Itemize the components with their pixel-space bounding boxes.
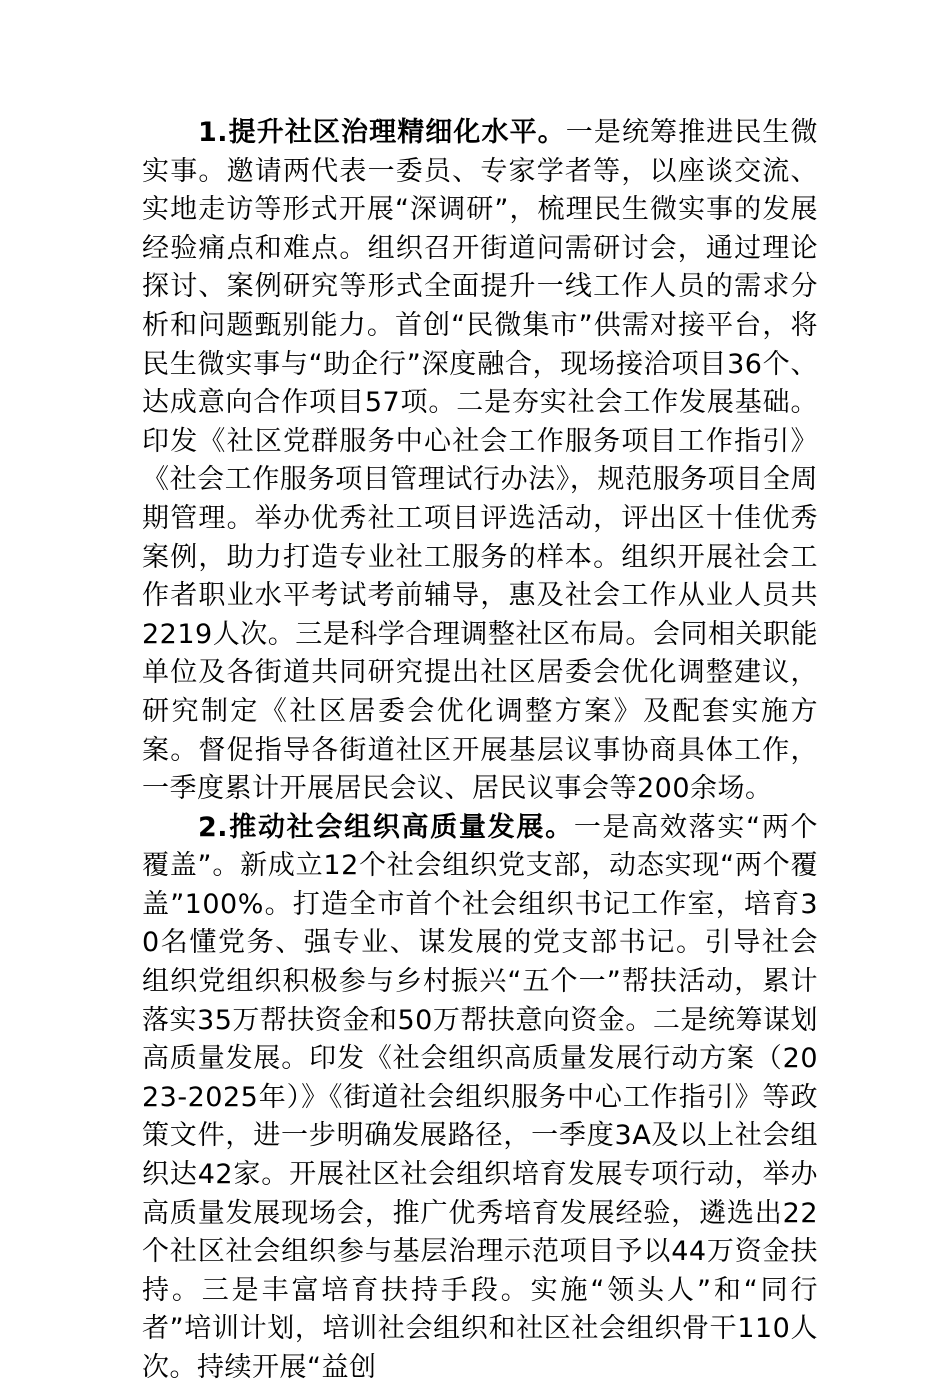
paragraph-social-organizations	[142, 809, 818, 1388]
paragraph-heading: 2.推动社会组织高质量发展。	[198, 811, 574, 843]
paragraph-body: 一是高效落实“两个覆盖”。新成立12个社会组织党支部，动态实现“两个覆盖”100%。打造全市首个社会组织书记工作室，培育30名懂党务、强专业、谋发展的党支部书记。引导社会组织党组织积极参与乡村振兴“五个一”帮扶活动，累计落实35万帮扶资金和50万帮扶意向资金。二是统筹谋划高质量发展。印发《社会组织高质量发展行动方案（2023-2025年）》《街道社会组织服务中心工作指引》等政策文件，进一步明确发展路径，一季度3A及以上社会组织达42家。开展社区社会组织培育发展专项行动，举办高质量发展现场会，推广优秀培育发展经验，遴选出22个社区社会组织参与基层治理示范项目予以44万资金扶持。三是丰富培育扶持手段。实施“领头人”和“同行者”培训计划，培训社会组织和社区社会组织骨干110人次。持续开展“益创	[142, 811, 818, 1383]
document-page	[142, 114, 818, 1388]
paragraph-community-governance	[142, 114, 818, 809]
paragraph-heading: 1.提升社区治理精细化水平。	[198, 117, 566, 148]
paragraph-body: 一是统筹推进民生微实事。邀请两代表一委员、专家学者等，以座谈交流、实地走访等形式开展“深调研”，梳理民生微实事的发展经验痛点和难点。组织召开街道问需研讨会，通过理论探讨、案例研究等形式全面提升一线工作人员的需求分析和问题甄别能力。首创“民微集市”供需对接平台，将民生微实事与“助企行”深度融合，现场接洽项目36个、达成意向合作项目57项。二是夯实社会工作发展基础。印发《社区党群服务中心社会工作服务项目工作指引》《社会工作服务项目管理试行办法》，规范服务项目全周期管理。举办优秀社工项目评选活动，评出区十佳优秀案例，助力打造专业社工服务的样本。组织开展社会工作者职业水平考试考前辅导，惠及社会工作从业人员共2219人次。三是科学合理调整社区布局。会同相关职能单位及各街道共同研究提出社区居委会优化调整建议，研究制定《社区居委会优化调整方案》及配套实施方案。督促指导各街道社区开展基层议事协商具体工作，一季度累计开展居民会议、居民议事会等200余场。	[142, 117, 819, 805]
